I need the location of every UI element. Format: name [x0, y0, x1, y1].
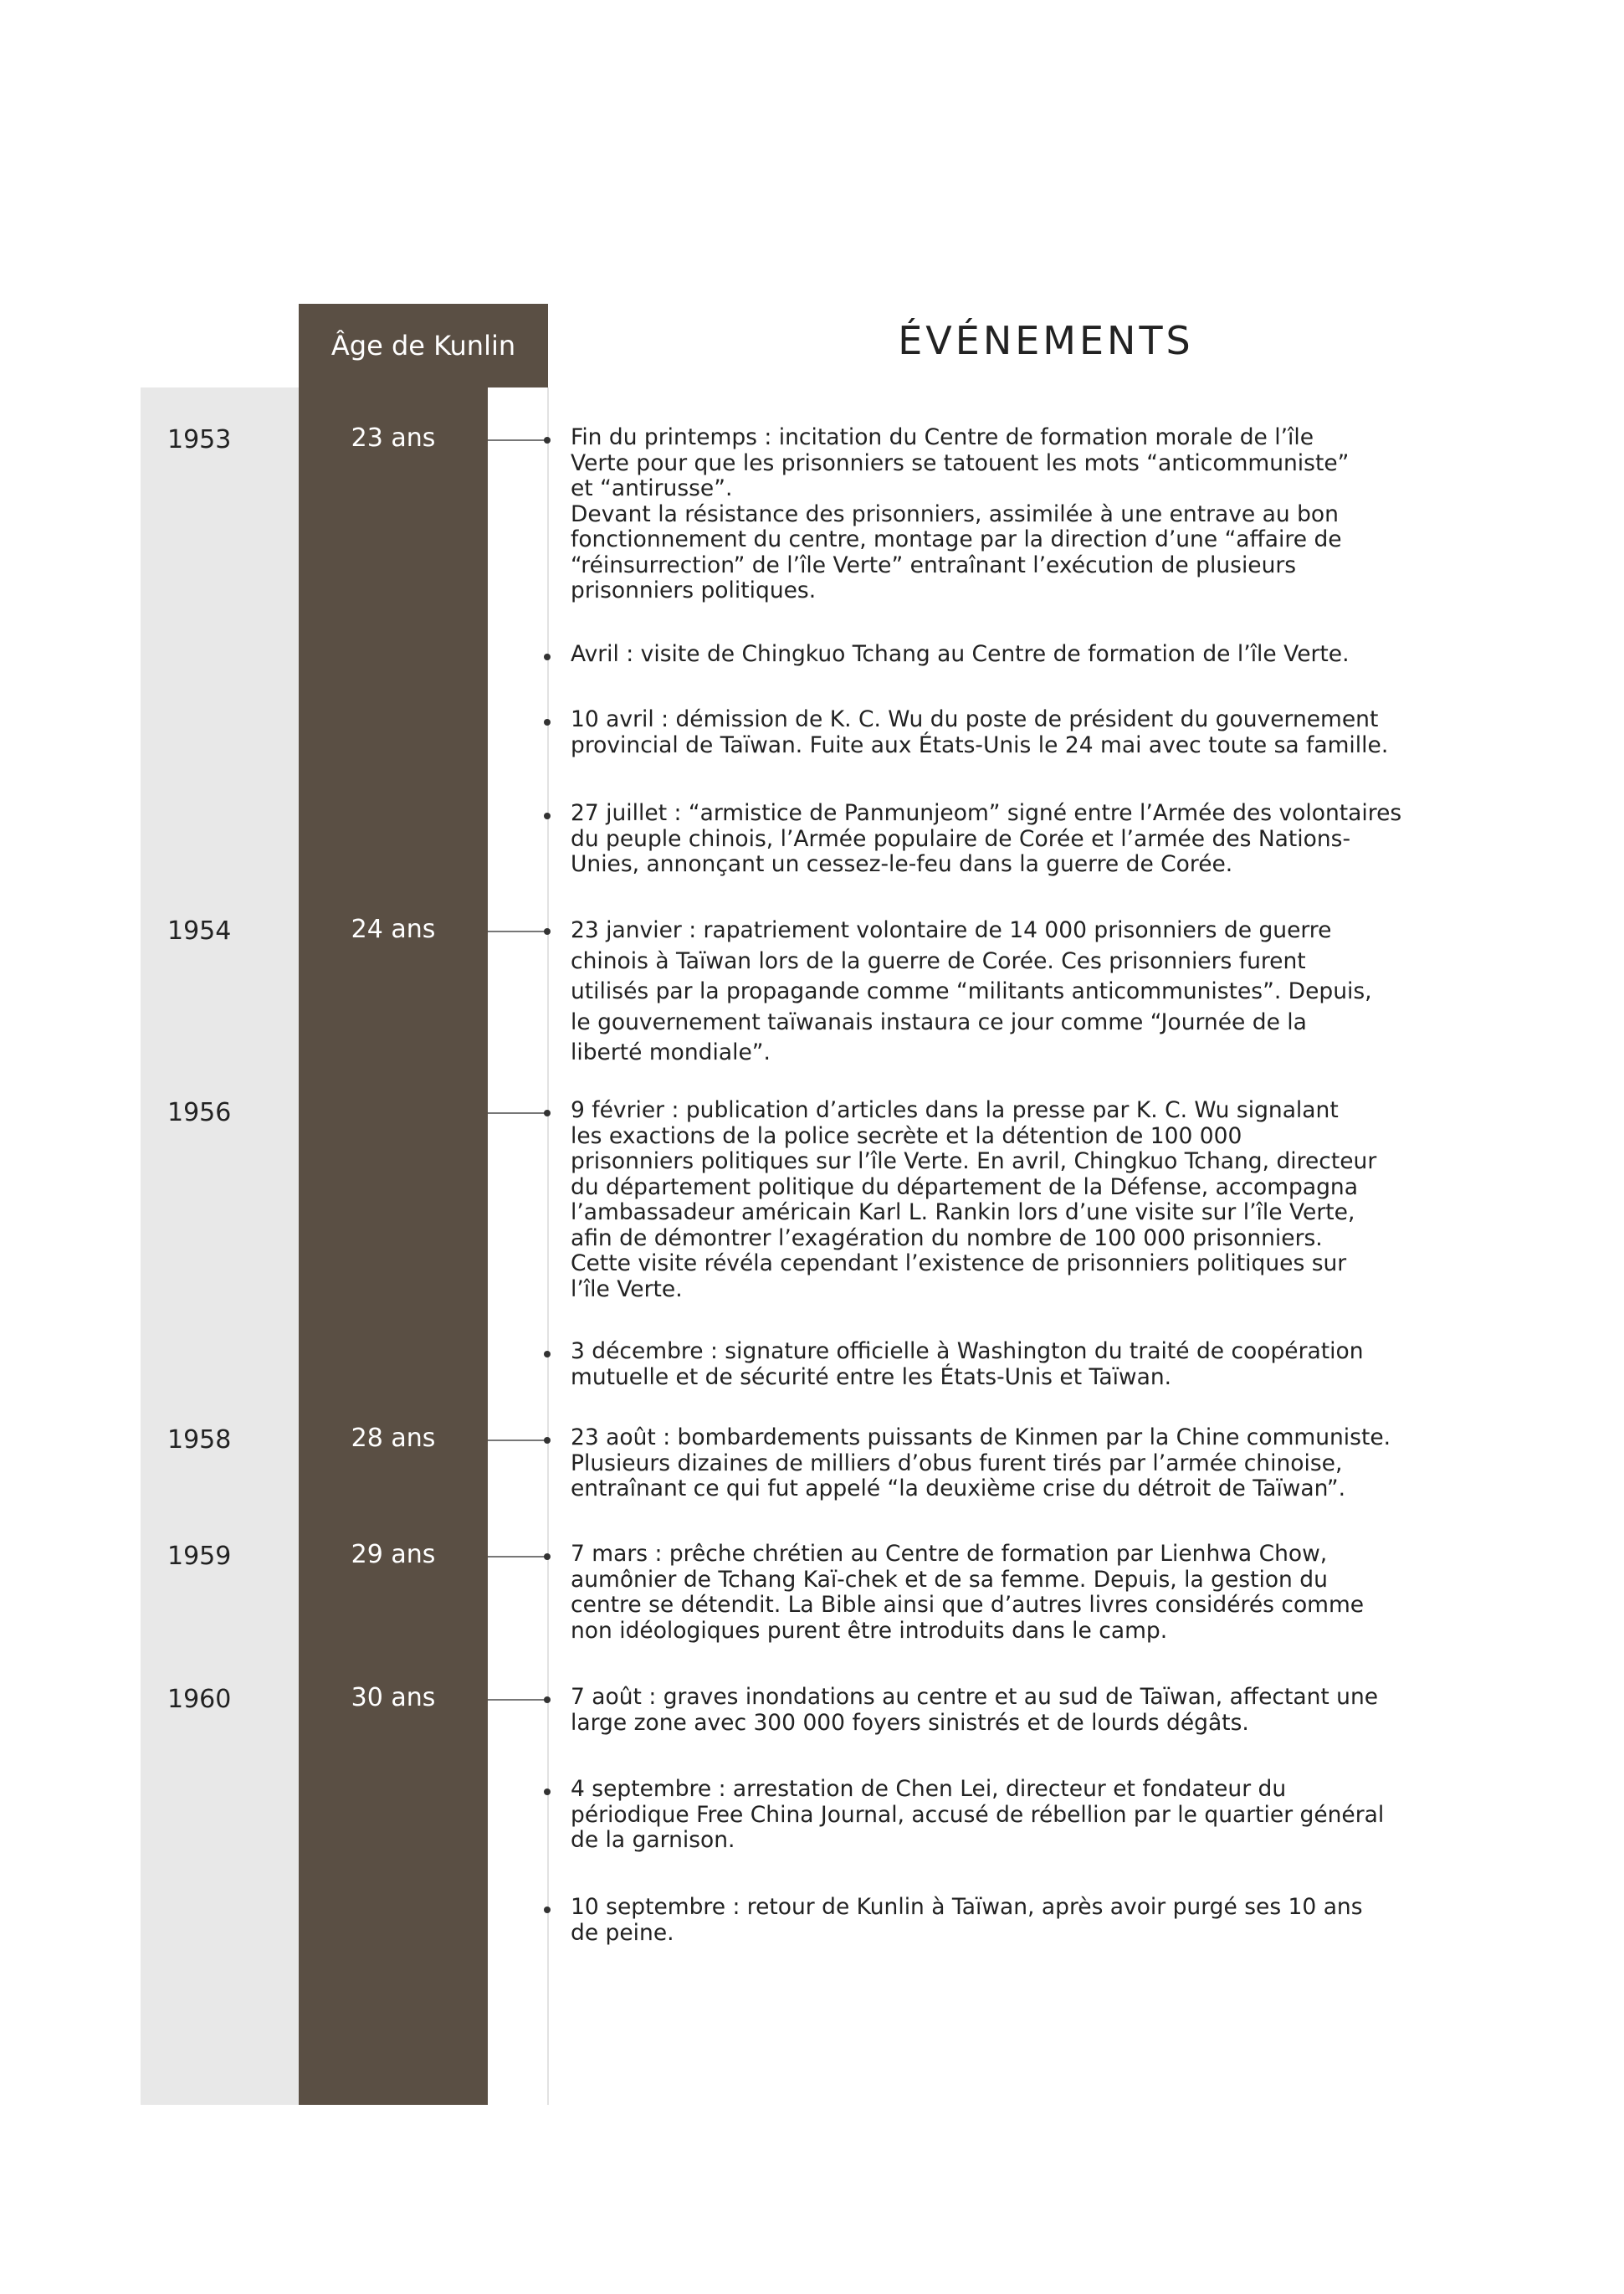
age-column-title: Âge de Kunlin [330, 330, 516, 362]
event-bullet [544, 654, 551, 660]
connector-line [488, 931, 546, 932]
event-bullet [544, 1907, 551, 1913]
timeline-divider [547, 387, 549, 2105]
age-label-1959: 29 ans [351, 1540, 436, 1569]
age-label-1953: 23 ans [351, 423, 436, 453]
connector-line [488, 1440, 546, 1441]
age-label-1954: 24 ans [351, 915, 436, 944]
event-1960-september-4: 4 septembre : arrestation de Chen Lei, directeur et fondateur du périodique Free China Journal, accusé de rébellion par le quartier général de la garnison. [571, 1776, 1385, 1853]
event-bullet [544, 437, 551, 444]
event-bullet [544, 1553, 551, 1560]
event-1953-april-10: 10 avril : démission de K. C. Wu du poste de président du gouvernement provincial de Taïwan. Fuite aux États-Unis le 24 mai avec toute sa famille. [571, 706, 1389, 758]
year-label-1956: 1956 [167, 1098, 232, 1127]
event-1953-spring: Fin du printemps : incitation du Centre de formation morale de l’île Verte pour que les prisonniers se tatouent les mots “anticommuniste” et “antirusse”. Devant la résistance des prisonniers, assimilée à une entrave au bon fonctionnement du centre, montage par la direction d’une “affaire de “réinsurrection” de l’île Verte” entraînant l’exécution de plusieurs prisonniers politiques. [571, 424, 1350, 603]
event-bullet [544, 813, 551, 819]
year-label-1960: 1960 [167, 1685, 232, 1714]
age-column-band [299, 387, 488, 2105]
connector-line [488, 1556, 546, 1558]
connector-line [488, 439, 546, 441]
event-1960-august-7: 7 août : graves inondations au centre et au sud de Taïwan, affectant une large zone avec 300 000 foyers sinistrés et de lourds dégâts. [571, 1684, 1379, 1736]
event-1956-february-9: 9 février : publication d’articles dans la presse par K. C. Wu signalant les exactions de la police secrète et la détention de 100 000 prisonniers politiques sur l’île Verte. En avril, Chingkuo Tchang, directeur du département politique du département de la Défense, accompagna l’ambassadeur américain Karl L. Rankin lors d’une visite sur l’île Verte, afin de démontrer l’exagération du nombre de 100 000 prisonniers. Cette visite révéla cependant l’existence de prisonniers politiques sur l’île Verte. [571, 1097, 1377, 1302]
event-bullet [544, 1696, 551, 1703]
connector-line [488, 1699, 546, 1701]
year-column-band [141, 387, 299, 2105]
event-bullet [544, 1788, 551, 1795]
event-1956-december-3: 3 décembre : signature officielle à Washington du traité de coopération mutuelle et de sécurité entre les États-Unis et Taïwan. [571, 1338, 1364, 1390]
year-label-1959: 1959 [167, 1542, 232, 1571]
event-1954-january-23: 23 janvier : rapatriement volontaire de 14 000 prisonniers de guerre chinois à Taïwan lors de la guerre de Corée. Ces prisonniers furent utilisés par la propagande comme “militants anticommunistes”. Depuis, le gouvernement taïwanais instaura ce jour comme “Journée de la liberté mondiale”. [571, 917, 1372, 1065]
event-1953-july-27: 27 juillet : “armistice de Panmunjeom” signé entre l’Armée des volontaires du peuple chinois, l’Armée populaire de Corée et l’armée des Nations- Unies, annonçant un cessez-le-feu dans la guerre de Corée. [571, 800, 1402, 877]
event-bullet [544, 719, 551, 726]
event-bullet [544, 1437, 551, 1444]
event-1953-april-visit: Avril : visite de Chingkuo Tchang au Centre de formation de l’île Verte. [571, 641, 1350, 667]
age-label-1958: 28 ans [351, 1424, 436, 1453]
year-label-1958: 1958 [167, 1425, 232, 1455]
event-bullet [544, 1351, 551, 1357]
event-bullet [544, 928, 551, 935]
connector-line [488, 1112, 546, 1114]
event-1959-march-7: 7 mars : prêche chrétien au Centre de formation par Lienhwa Chow, aumônier de Tchang Kaï-chek et de sa femme. Depuis, la gestion du centre se détendit. La Bible ainsi que d’autres livres considérés comme non idéologiques purent être introduits dans le camp. [571, 1541, 1365, 1644]
year-label-1953: 1953 [167, 425, 232, 454]
event-1960-september-10: 10 septembre : retour de Kunlin à Taïwan, après avoir purgé ses 10 ans de peine. [571, 1894, 1363, 1946]
events-title: ÉVÉNEMENTS [898, 318, 1194, 363]
age-label-1960: 30 ans [351, 1683, 436, 1712]
event-1958-august-23: 23 août : bombardements puissants de Kinmen par la Chine communiste. Plusieurs dizaines de milliers d’obus furent tirés par l’armée chinoise, entraînant ce qui fut appelé “la deuxième crise du détroit de Taïwan”. [571, 1424, 1391, 1501]
event-bullet [544, 1110, 551, 1116]
year-label-1954: 1954 [167, 916, 232, 946]
